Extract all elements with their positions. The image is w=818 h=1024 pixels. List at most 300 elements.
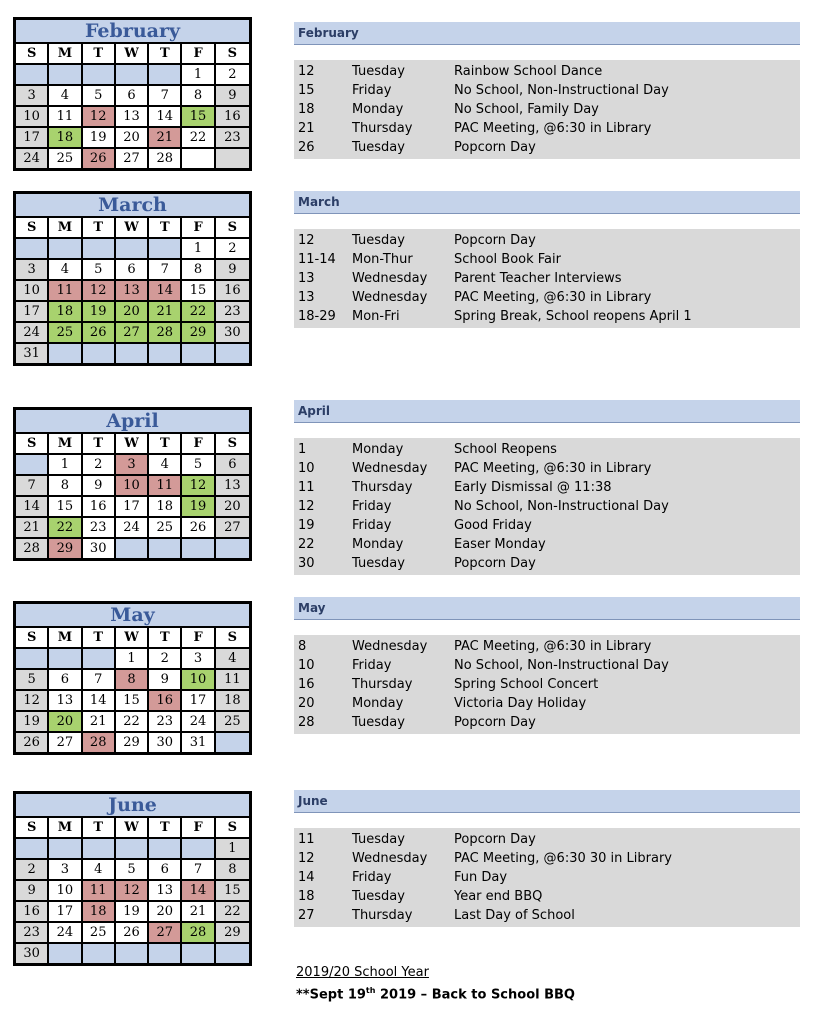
calendar-day: 1: [182, 239, 215, 260]
event-title: PAC Meeting, @6:30 in Library: [454, 639, 652, 654]
calendar-day: [149, 344, 182, 363]
event-title: PAC Meeting, @6:30 in Library: [454, 290, 652, 305]
calendar-day: 14: [83, 691, 116, 712]
day-header: M: [49, 818, 82, 839]
calendar-day: 6: [116, 86, 149, 107]
calendar-grid: [16, 218, 249, 363]
calendar-day: [149, 65, 182, 86]
calendar-title: February: [16, 20, 249, 44]
calendar-day: 13: [116, 281, 149, 302]
calendar-day: 15: [182, 107, 215, 128]
calendar-day: 27: [116, 149, 149, 168]
event-row: [294, 516, 800, 535]
calendar-day: 7: [149, 260, 182, 281]
calendar-day: 4: [49, 86, 82, 107]
event-title: Year end BBQ: [454, 889, 543, 904]
event-weekday: Wednesday: [352, 639, 428, 654]
calendar-day: 25: [83, 923, 116, 944]
calendar-day: 26: [116, 923, 149, 944]
calendar-day: 12: [182, 476, 215, 497]
calendar-day: 20: [116, 128, 149, 149]
calendar-title: April: [16, 410, 249, 434]
event-date: 12: [298, 233, 315, 248]
event-date: 13: [298, 271, 315, 286]
event-row: [294, 307, 800, 326]
calendar-day: 13: [149, 881, 182, 902]
calendar-day: 19: [83, 302, 116, 323]
event-date: 11-14: [298, 252, 336, 267]
event-title: School Reopens: [454, 442, 557, 457]
calendar-day: 9: [149, 670, 182, 691]
calendar-day: 2: [16, 860, 49, 881]
calendar-day: 4: [83, 860, 116, 881]
event-title: Victoria Day Holiday: [454, 696, 587, 711]
calendar-day: [83, 239, 116, 260]
events-june: [294, 790, 800, 927]
event-title: PAC Meeting, @6:30 in Library: [454, 461, 652, 476]
calendar-day: 9: [216, 260, 249, 281]
event-row: [294, 231, 800, 250]
event-date: 13: [298, 290, 315, 305]
calendar-day: 16: [83, 497, 116, 518]
event-title: PAC Meeting, @6:30 in Library: [454, 121, 652, 136]
event-row: [294, 119, 800, 138]
event-weekday: Friday: [352, 499, 392, 514]
calendar-day: [149, 944, 182, 963]
calendar-day: 26: [16, 733, 49, 752]
calendar-day: 15: [216, 881, 249, 902]
calendar-day: 25: [216, 712, 249, 733]
calendar-day: 7: [182, 860, 215, 881]
calendar-day: [116, 344, 149, 363]
event-title: School Book Fair: [454, 252, 561, 267]
event-title: Early Dismissal @ 11:38: [454, 480, 612, 495]
calendar-day: 6: [216, 455, 249, 476]
day-header: T: [83, 818, 116, 839]
event-title: Good Friday: [454, 518, 532, 533]
calendar-day: 21: [83, 712, 116, 733]
calendar-march: [13, 191, 252, 366]
calendar-day: 11: [83, 881, 116, 902]
calendar-title: March: [16, 194, 249, 218]
events-month-heading: February: [294, 22, 800, 45]
day-header: S: [216, 818, 249, 839]
events-month-heading: March: [294, 191, 800, 214]
day-header: S: [16, 434, 49, 455]
day-header: F: [182, 628, 215, 649]
calendar-day: [149, 239, 182, 260]
calendar-day: 4: [49, 260, 82, 281]
event-weekday: Monday: [352, 696, 404, 711]
event-row: [294, 269, 800, 288]
event-row: [294, 62, 800, 81]
event-weekday: Friday: [352, 518, 392, 533]
calendar-day: 12: [16, 691, 49, 712]
event-list: [294, 60, 800, 159]
day-header: F: [182, 818, 215, 839]
events-month-heading: May: [294, 597, 800, 620]
calendar-day: 22: [182, 302, 215, 323]
event-weekday: Wednesday: [352, 271, 428, 286]
events-month-heading: June: [294, 790, 800, 813]
day-header: W: [116, 628, 149, 649]
calendar-day: 24: [116, 518, 149, 539]
calendar-day: [83, 65, 116, 86]
day-header: F: [182, 44, 215, 65]
event-list: [294, 635, 800, 734]
day-header: M: [49, 628, 82, 649]
event-list: [294, 229, 800, 328]
day-header: T: [149, 434, 182, 455]
calendar-day: 11: [49, 281, 82, 302]
event-title: Rainbow School Dance: [454, 64, 603, 79]
calendar-day: 3: [49, 860, 82, 881]
day-header: T: [149, 628, 182, 649]
event-row: [294, 288, 800, 307]
calendar-day: [182, 839, 215, 860]
event-date: 19: [298, 518, 315, 533]
event-date: 12: [298, 64, 315, 79]
day-header: T: [149, 44, 182, 65]
calendar-day: 11: [49, 107, 82, 128]
event-title: Popcorn Day: [454, 832, 536, 847]
calendar-day: 10: [16, 107, 49, 128]
day-header: S: [216, 218, 249, 239]
calendar-day: 15: [116, 691, 149, 712]
event-title: No School, Non-Instructional Day: [454, 499, 669, 514]
event-row: [294, 100, 800, 119]
event-row: [294, 830, 800, 849]
day-header: M: [49, 44, 82, 65]
calendar-day: [83, 344, 116, 363]
event-date: 26: [298, 140, 315, 155]
calendar-day: 2: [216, 239, 249, 260]
calendar-day: 29: [182, 323, 215, 344]
calendar-day: [116, 539, 149, 558]
calendar-day: 15: [49, 497, 82, 518]
event-row: [294, 887, 800, 906]
event-weekday: Tuesday: [352, 140, 405, 155]
calendar-day: 5: [16, 670, 49, 691]
calendar-day: 18: [83, 902, 116, 923]
calendar-day: 31: [16, 344, 49, 363]
calendar-day: [182, 149, 215, 168]
calendar-day: 19: [116, 902, 149, 923]
event-date: 11: [298, 480, 315, 495]
event-weekday: Monday: [352, 537, 404, 552]
event-date: 12: [298, 851, 315, 866]
calendar-day: 24: [16, 149, 49, 168]
calendar-day: 1: [216, 839, 249, 860]
event-weekday: Friday: [352, 83, 392, 98]
event-date: 30: [298, 556, 315, 571]
calendar-day: 14: [182, 881, 215, 902]
calendar-day: 5: [83, 86, 116, 107]
calendar-title: June: [16, 794, 249, 818]
day-header: M: [49, 434, 82, 455]
calendar-day: 5: [116, 860, 149, 881]
event-date: 8: [298, 639, 307, 654]
event-date: 21: [298, 121, 315, 136]
event-weekday: Tuesday: [352, 64, 405, 79]
calendar-day: 6: [149, 860, 182, 881]
calendar-day: [216, 944, 249, 963]
calendar-day: 20: [49, 712, 82, 733]
calendar-day: 7: [83, 670, 116, 691]
calendar-day: 19: [83, 128, 116, 149]
calendar-day: 12: [83, 107, 116, 128]
calendar-june: [13, 791, 252, 966]
calendar-day: 23: [149, 712, 182, 733]
calendar-day: 2: [83, 455, 116, 476]
event-row: [294, 675, 800, 694]
event-row: [294, 868, 800, 887]
calendar-day: [49, 944, 82, 963]
event-row: [294, 440, 800, 459]
calendar-day: 1: [116, 649, 149, 670]
event-weekday: Tuesday: [352, 233, 405, 248]
calendar-april: [13, 407, 252, 561]
event-row: [294, 656, 800, 675]
event-date: 18-29: [298, 309, 336, 324]
event-date: 10: [298, 658, 315, 673]
day-header: W: [116, 434, 149, 455]
day-header: W: [116, 818, 149, 839]
calendar-day: 17: [116, 497, 149, 518]
calendar-day: 23: [216, 128, 249, 149]
calendar-day: 4: [216, 649, 249, 670]
event-weekday: Monday: [352, 442, 404, 457]
calendar-day: 10: [116, 476, 149, 497]
calendar-day: 30: [149, 733, 182, 752]
calendar-day: [216, 149, 249, 168]
calendar-day: 5: [83, 260, 116, 281]
calendar-day: 29: [216, 923, 249, 944]
events-may: [294, 597, 800, 734]
calendar-day: 20: [149, 902, 182, 923]
calendar-day: 21: [182, 902, 215, 923]
event-title: No School, Family Day: [454, 102, 599, 117]
event-weekday: Thursday: [352, 121, 413, 136]
calendar-day: 18: [216, 691, 249, 712]
calendar-february: [13, 17, 252, 171]
calendar-day: 19: [182, 497, 215, 518]
calendar-day: 8: [49, 476, 82, 497]
calendar-day: [216, 344, 249, 363]
event-title: Spring Break, School reopens April 1: [454, 309, 692, 324]
event-title: Popcorn Day: [454, 556, 536, 571]
calendar-day: 25: [149, 518, 182, 539]
event-weekday: Mon-Fri: [352, 309, 400, 324]
calendar-day: [49, 649, 82, 670]
calendar-day: 3: [182, 649, 215, 670]
event-title: Popcorn Day: [454, 233, 536, 248]
calendar-day: 13: [216, 476, 249, 497]
calendar-day: [216, 539, 249, 558]
calendar-day: [16, 839, 49, 860]
calendar-day: [49, 239, 82, 260]
calendar-day: [149, 839, 182, 860]
event-title: Spring School Concert: [454, 677, 599, 692]
calendar-day: 30: [83, 539, 116, 558]
calendar-day: 24: [182, 712, 215, 733]
calendar-day: 29: [116, 733, 149, 752]
calendar-day: 2: [216, 65, 249, 86]
calendar-day: [116, 839, 149, 860]
event-weekday: Wednesday: [352, 851, 428, 866]
calendar-day: 23: [216, 302, 249, 323]
calendar-day: [149, 539, 182, 558]
day-header: T: [83, 44, 116, 65]
event-title: Popcorn Day: [454, 140, 536, 155]
event-row: [294, 535, 800, 554]
day-header: W: [116, 44, 149, 65]
day-header: S: [16, 628, 49, 649]
calendar-day: 7: [16, 476, 49, 497]
day-header: T: [83, 434, 116, 455]
calendar-day: [83, 649, 116, 670]
event-title: Parent Teacher Interviews: [454, 271, 622, 286]
calendar-day: 18: [149, 497, 182, 518]
footer-note: [296, 964, 575, 1003]
event-weekday: Thursday: [352, 677, 413, 692]
event-weekday: Tuesday: [352, 889, 405, 904]
calendar-day: 28: [182, 923, 215, 944]
event-weekday: Mon-Thur: [352, 252, 413, 267]
event-list: [294, 438, 800, 575]
event-weekday: Wednesday: [352, 461, 428, 476]
calendar-day: 17: [49, 902, 82, 923]
calendar-day: 27: [116, 323, 149, 344]
calendar-title: May: [16, 604, 249, 628]
day-header: S: [216, 628, 249, 649]
calendar-day: 25: [49, 149, 82, 168]
calendar-day: 16: [216, 107, 249, 128]
back-to-school-note: **Sept 19th 2019 – Back to School BBQ: [296, 986, 575, 1003]
calendar-day: 23: [83, 518, 116, 539]
event-weekday: Thursday: [352, 480, 413, 495]
calendar-grid: [16, 44, 249, 168]
calendar-day: 24: [49, 923, 82, 944]
calendar-day: 8: [182, 260, 215, 281]
calendar-day: 1: [49, 455, 82, 476]
calendar-day: 17: [16, 302, 49, 323]
calendar-day: 20: [116, 302, 149, 323]
day-header: F: [182, 218, 215, 239]
calendar-day: 12: [83, 281, 116, 302]
calendar-day: [83, 839, 116, 860]
calendar-day: [49, 344, 82, 363]
event-row: [294, 497, 800, 516]
calendar-day: 24: [16, 323, 49, 344]
event-date: 18: [298, 102, 315, 117]
event-weekday: Tuesday: [352, 832, 405, 847]
calendar-day: 28: [83, 733, 116, 752]
calendar-day: 5: [182, 455, 215, 476]
calendar-day: 21: [16, 518, 49, 539]
calendar-day: 18: [49, 302, 82, 323]
calendar-day: 9: [16, 881, 49, 902]
calendar-day: 22: [216, 902, 249, 923]
calendar-day: 31: [182, 733, 215, 752]
calendar-day: [16, 65, 49, 86]
calendar-day: [116, 65, 149, 86]
day-header: S: [16, 44, 49, 65]
day-header: W: [116, 218, 149, 239]
calendar-day: 22: [182, 128, 215, 149]
event-date: 15: [298, 83, 315, 98]
event-row: [294, 637, 800, 656]
event-row: [294, 906, 800, 925]
event-row: [294, 478, 800, 497]
calendar-day: 29: [49, 539, 82, 558]
calendar-day: 27: [49, 733, 82, 752]
event-row: [294, 459, 800, 478]
event-row: [294, 554, 800, 573]
calendar-day: 10: [182, 670, 215, 691]
event-weekday: Wednesday: [352, 290, 428, 305]
calendar-day: 26: [83, 323, 116, 344]
calendar-day: [116, 239, 149, 260]
event-date: 10: [298, 461, 315, 476]
calendar-day: 27: [149, 923, 182, 944]
event-row: [294, 713, 800, 732]
calendar-day: 16: [149, 691, 182, 712]
event-title: Easer Monday: [454, 537, 546, 552]
calendar-day: 19: [16, 712, 49, 733]
event-date: 28: [298, 715, 315, 730]
calendar-grid: [16, 434, 249, 558]
event-date: 18: [298, 889, 315, 904]
event-date: 22: [298, 537, 315, 552]
calendar-day: 13: [49, 691, 82, 712]
calendar-day: 20: [216, 497, 249, 518]
day-header: S: [16, 218, 49, 239]
day-header: S: [216, 434, 249, 455]
calendar-day: 22: [49, 518, 82, 539]
calendar-day: 21: [149, 128, 182, 149]
calendar-day: 28: [16, 539, 49, 558]
event-date: 27: [298, 908, 315, 923]
day-header: F: [182, 434, 215, 455]
event-title: Popcorn Day: [454, 715, 536, 730]
calendar-day: 13: [116, 107, 149, 128]
calendar-day: 2: [149, 649, 182, 670]
calendar-grid: [16, 818, 249, 963]
calendar-day: 4: [149, 455, 182, 476]
calendar-day: [116, 944, 149, 963]
calendar-day: 14: [16, 497, 49, 518]
calendar-may: [13, 601, 252, 755]
event-row: [294, 138, 800, 157]
event-title: No School, Non-Instructional Day: [454, 658, 669, 673]
calendar-day: 11: [216, 670, 249, 691]
calendar-day: [16, 455, 49, 476]
calendar-day: [49, 839, 82, 860]
calendar-day: 25: [49, 323, 82, 344]
calendar-day: 11: [149, 476, 182, 497]
calendar-day: 27: [216, 518, 249, 539]
event-weekday: Friday: [352, 658, 392, 673]
school-year-label: 2019/20 School Year: [296, 965, 429, 980]
calendar-grid: [16, 628, 249, 752]
calendar-day: 9: [83, 476, 116, 497]
events-month-heading: April: [294, 400, 800, 423]
event-title: PAC Meeting, @6:30 30 in Library: [454, 851, 672, 866]
event-title: Fun Day: [454, 870, 508, 885]
calendar-day: 16: [16, 902, 49, 923]
event-weekday: Tuesday: [352, 556, 405, 571]
